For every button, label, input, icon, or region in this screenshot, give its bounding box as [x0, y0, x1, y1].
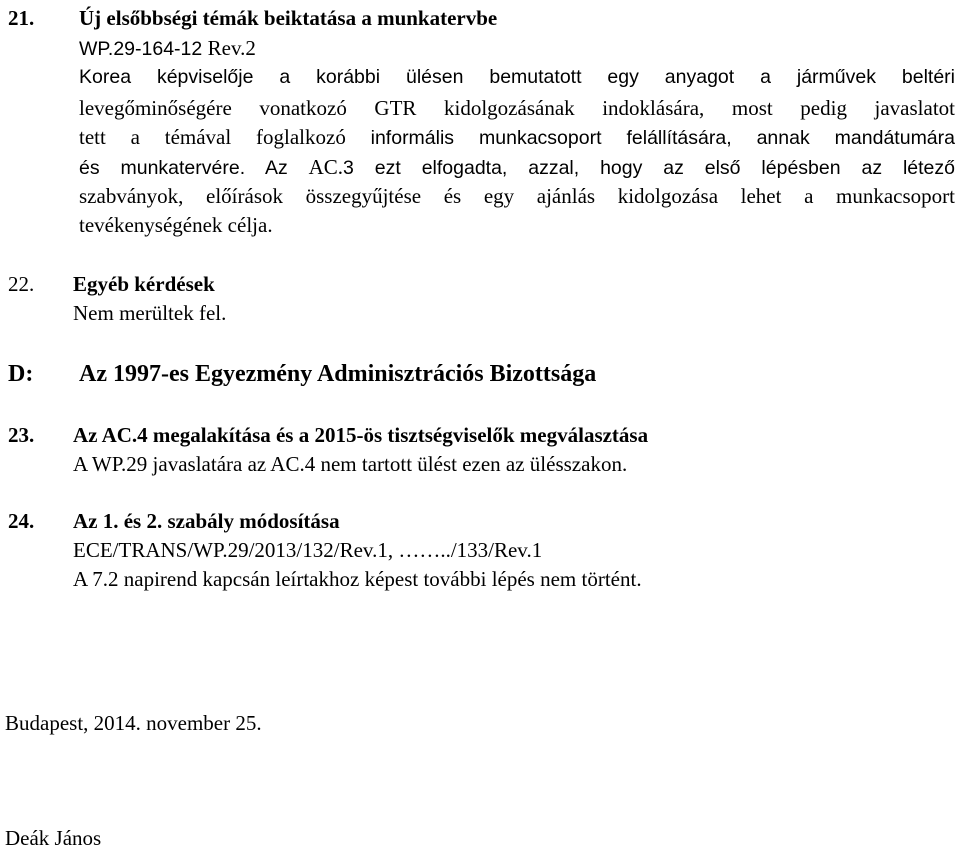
item-21-number: 21.: [8, 6, 35, 30]
item-22-number: 22.: [8, 272, 35, 296]
item-21-paragraph-line-3: [79, 127, 955, 149]
section-d-letter: D:: [8, 361, 34, 387]
item-21-paragraph-line-5: szabványok, előírások összegyűjtése és egy ajánlás kidolgozása lehet a munkacsoport: [79, 184, 955, 208]
item-21-paragraph-line-1: [79, 68, 955, 88]
item-21-title: Új elsőbbségi témák beiktatása a munkatervbe: [79, 6, 498, 30]
p21-l1a: Korea képviselője a korábbi ülésen bemutatott egy anyagot a járművek: [79, 66, 876, 88]
p21-l4c: 3 ezt elfogadta, azzal, hogy az első lépésben az létező: [343, 157, 955, 179]
item-24-title: Az 1. és 2. szabály módosítása: [73, 509, 340, 533]
item-21-paragraph-line-6: tevékenységének célja.: [79, 213, 273, 237]
p21-l3a: tett a témával foglalkozó: [79, 125, 371, 149]
item-21-doc-ref-prefix: WP.29-164-12: [79, 38, 208, 60]
item-24-reference: ECE/TRANS/WP.29/2013/132/Rev.1, ……../133/Rev.1: [73, 538, 543, 562]
item-23-title: Az AC.4 megalakítása és a 2015-ös tisztségviselők megválasztása: [73, 423, 649, 447]
item-23-number: 23.: [8, 423, 35, 447]
item-21-doc-ref-suffix: Rev.2: [207, 36, 256, 60]
item-21-paragraph-line-4: [79, 157, 955, 179]
item-21-doc-ref: [79, 38, 256, 60]
p21-l3b: informális munkacsoport felállítására, annak mandátumára: [370, 127, 955, 149]
item-22-body: Nem merültek fel.: [73, 301, 227, 325]
item-23-body: A WP.29 javaslatára az AC.4 nem tartott ülést ezen az ülésszakon.: [73, 452, 628, 476]
p21-l4a: és munkatervére. Az: [79, 157, 309, 179]
item-24-number: 24.: [8, 509, 35, 533]
signature-name: Deák János: [5, 826, 102, 850]
p21-l1b: beltéri: [875, 66, 955, 88]
section-d-title: Az 1997-es Egyezmény Adminisztrációs Bizottsága: [79, 361, 597, 387]
item-21-paragraph-line-2: levegőminőségére vonatkozó GTR kidolgozásának indoklására, most pedig javaslatot: [79, 96, 955, 120]
p21-l4b: AC.: [308, 155, 344, 179]
place-and-date: Budapest, 2014. november 25.: [5, 711, 262, 735]
item-22-title: Egyéb kérdések: [73, 272, 215, 296]
item-24-body: A 7.2 napirend kapcsán leírtakhoz képest további lépés nem történt.: [73, 567, 642, 591]
